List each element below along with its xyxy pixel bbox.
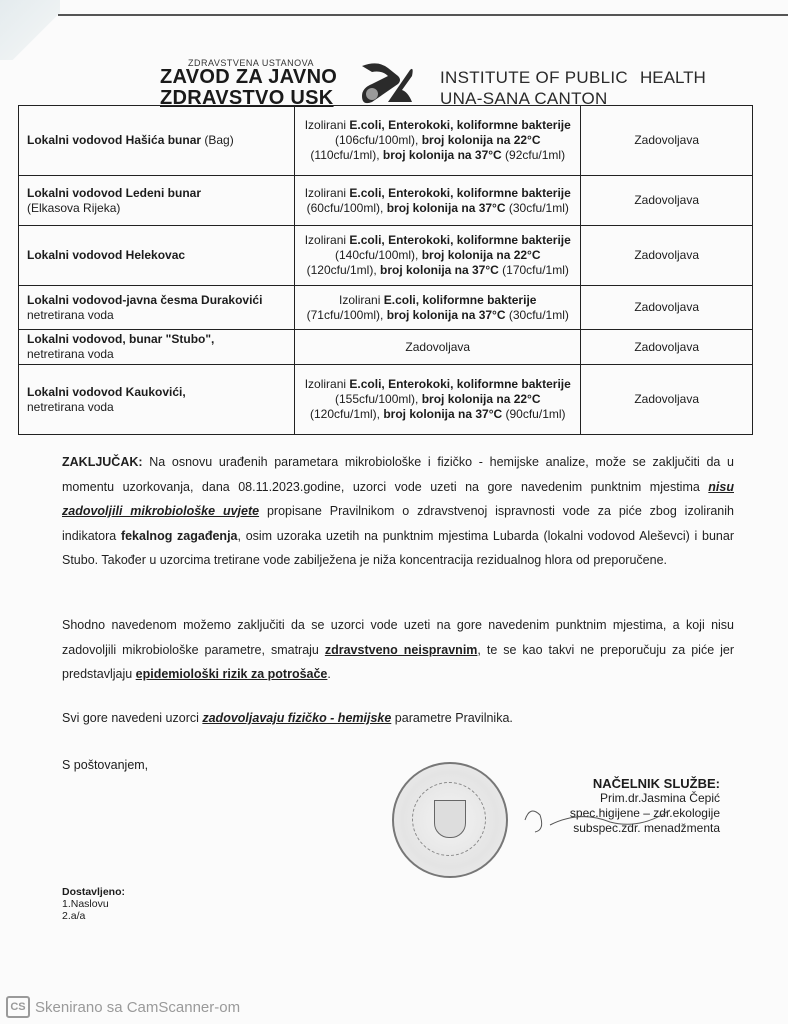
microbiology-text: (140cfu/100ml), <box>334 248 422 262</box>
recommendation-text: Shodno navedenom možemo zaključiti da se uzorci vode uzeti na gore navedenim punktnim mjestima, a koji nisu zadovoljili mikrobiološke parametre, smatraju <box>62 618 734 657</box>
location-note: netretirana voda <box>27 399 114 414</box>
chemical-result-cell: Zadovoljava <box>581 176 753 226</box>
page-corner-shadow <box>0 0 60 60</box>
microbiology-text: broj kolonija na 22°C <box>421 392 541 406</box>
table-row <box>19 365 753 435</box>
table-row <box>19 286 753 330</box>
location-name: Lokalni vodovod Hašića bunar <box>27 133 202 147</box>
microbiology-text: (30cfu/1ml) <box>505 200 569 215</box>
microbiology-text: broj kolonija na 37°C <box>383 407 503 421</box>
microbiology-text: (120cfu/1ml), <box>309 407 384 421</box>
conclusion-emphasis-fecal: fekalnog zagađenja <box>120 528 238 543</box>
microbiology-text: (71cfu/100ml), <box>306 307 387 322</box>
conclusion-paragraph <box>62 450 734 573</box>
location-cell <box>19 226 295 286</box>
location-name: Lokalni vodovod Kaukovići, <box>27 384 186 399</box>
microbiology-text: (106cfu/100ml), <box>334 133 422 147</box>
chemical-text: Svi gore navedeni uzorci <box>62 711 203 725</box>
chemical-result-cell: Zadovoljava <box>581 226 753 286</box>
location-name: Lokalni vodovod Ledeni bunar <box>27 185 202 200</box>
location-note: netretirana voda <box>27 307 114 322</box>
results-table <box>18 105 753 435</box>
location-cell <box>19 365 295 435</box>
camscanner-logo-icon: CS <box>6 996 30 1018</box>
emphasis-unsafe: zdravstveno neispravnim <box>324 642 478 657</box>
microbiology-text: (155cfu/100ml), <box>334 392 422 406</box>
conclusion-emphasis-microbio: nisu zadovoljili mikrobiološke uvjete <box>62 479 734 518</box>
institute-logo-icon <box>358 62 416 106</box>
conclusion-text: , osim uzoraka uzetih na punktnim mjestima Lubarda (lokalni vodovod Aleševci) i bunar Stubo. Također u uzorcima tretirane vode zabilježena je niža koncentracija rezidualnog hlora od preporučene. <box>62 528 734 567</box>
location-name: Lokalni vodovod, bunar "Stubo", <box>27 332 215 346</box>
microbiology-text: Izolirani <box>304 185 350 200</box>
conclusion-text: propisane Pravilnikom o zdravstvenoj ispravnosti vode za piće zbog izoliranih indikatora <box>62 504 734 543</box>
signature-name: Prim.dr.Jasmina Čepić <box>599 791 720 805</box>
emphasis-chemical: zadovoljavaju fizičko - hemijske <box>202 711 392 725</box>
location-name: Lokalni vodovod Helekovac <box>27 248 186 262</box>
table-row <box>19 330 753 365</box>
handwritten-signature-icon <box>520 800 680 840</box>
microbiology-text: (110cfu/1ml), <box>310 148 383 162</box>
chemical-text: parametre Pravilnika. <box>391 711 513 725</box>
microbiology-result-cell <box>295 176 581 226</box>
microbiology-text: (92cfu/1ml) <box>501 148 566 162</box>
microbiology-text: broj kolonija na 37°C <box>386 200 506 215</box>
microbiology-text: Izolirani <box>304 118 350 132</box>
delivery-item: 2.a/a <box>62 910 86 922</box>
official-stamp <box>392 762 508 878</box>
letterhead-caption: ZDRAVSTVENA USTANOVA <box>188 58 315 68</box>
location-cell <box>19 106 295 176</box>
microbiology-text: Izolirani <box>304 377 350 391</box>
microbiology-result-cell <box>295 330 581 365</box>
emphasis-risk: epidemiološki rizik za potrošače <box>135 667 328 681</box>
location-cell <box>19 330 295 365</box>
letterhead <box>160 58 720 108</box>
microbiology-text: broj kolonija na 22°C <box>421 248 541 262</box>
microbiology-text: E.coli, koliformne bakterije <box>383 292 537 307</box>
table-row <box>19 106 753 176</box>
delivery-item: 1.Naslovu <box>62 898 109 910</box>
org-name-line2: ZDRAVSTVO USK <box>160 87 334 109</box>
microbiology-text: broj kolonija na 22°C <box>421 133 541 147</box>
chemical-result-cell: Zadovoljava <box>581 106 753 176</box>
signature-title: NAČELNIK SLUŽBE: <box>592 776 720 791</box>
microbiology-text: Zadovoljava <box>405 339 471 354</box>
greeting: S poštovanjem, <box>62 758 149 772</box>
delivery-list <box>62 886 125 922</box>
table-row <box>19 176 753 226</box>
org-name-line1: ZAVOD ZA JAVNO <box>160 66 338 88</box>
microbiology-result-cell <box>295 226 581 286</box>
recommendation-text: . <box>327 667 331 681</box>
signature-subspecialty: subspec.zdr. menadžmenta <box>573 821 720 835</box>
microbiology-text: (30cfu/1ml) <box>505 307 569 322</box>
microbiology-text: Izolirani <box>304 233 350 247</box>
camscanner-watermark <box>6 996 240 1018</box>
institute-name-en-health: HEALTH <box>640 68 706 87</box>
microbiology-text: Izolirani <box>339 292 384 307</box>
microbiology-text: E.coli, Enterokoki, koliformne bakterije <box>349 185 571 200</box>
microbiology-text: broj kolonija na 37°C <box>380 263 499 277</box>
institute-name-en-line1: INSTITUTE OF PUBLIC <box>440 68 628 87</box>
location-note: netretirana voda <box>27 347 114 361</box>
location-cell <box>19 176 295 226</box>
microbiology-text: broj kolonija na 37°C <box>386 307 506 322</box>
location-note: (Bag) <box>201 133 234 147</box>
microbiology-result-cell <box>295 286 581 330</box>
location-cell <box>19 286 295 330</box>
location-name: Lokalni vodovod-javna česma Durakovići <box>27 292 263 307</box>
signature-specialty: spec.higijene – zdr.ekologije <box>569 806 720 820</box>
conclusion-text: Na osnovu urađenih parametara mikrobiološke i fizičko - hemijske analize, može se zaključiti da u momentu uzorkovanja, dana 08.11.2023.godine, uzorci vode uzeti na gore navedenim punktnim mjestima <box>62 455 734 494</box>
microbiology-text: (60cfu/100ml), <box>306 200 387 215</box>
microbiology-text: E.coli, Enterokoki, koliformne bakterije <box>349 118 571 132</box>
microbiology-text: broj kolonija na 37°C <box>382 148 502 162</box>
institute-name-en-line2: UNA-SANA CANTON <box>440 89 608 108</box>
conclusion-label: ZAKLJUČAK: <box>62 455 143 469</box>
table-row <box>19 226 753 286</box>
microbiology-text: (170cfu/1ml) <box>498 263 569 277</box>
microbiology-result-cell <box>295 365 581 435</box>
microbiology-text: E.coli, Enterokoki, koliformne bakterije <box>349 233 571 247</box>
camscanner-text: Skenirano sa CamScanner-om <box>35 998 241 1016</box>
chemical-result-cell: Zadovoljava <box>581 330 753 365</box>
chemical-paragraph <box>62 706 734 731</box>
page-edge-line <box>58 14 788 16</box>
recommendation-text: , te se kao takvi ne preporučuju za piće jer predstavljaju <box>62 642 735 681</box>
microbiology-text: (120cfu/1ml), <box>306 263 380 277</box>
microbiology-result-cell <box>295 106 581 176</box>
microbiology-text: E.coli, Enterokoki, koliformne bakterije <box>349 377 571 391</box>
coat-of-arms-icon <box>434 800 466 838</box>
recommendation-paragraph <box>62 613 734 687</box>
microbiology-text: (90cfu/1ml) <box>502 407 566 421</box>
delivery-title: Dostavljeno: <box>62 886 126 898</box>
chemical-result-cell: Zadovoljava <box>581 365 753 435</box>
chemical-result-cell: Zadovoljava <box>581 286 753 330</box>
location-note: (Elkasova Rijeka) <box>27 200 121 215</box>
